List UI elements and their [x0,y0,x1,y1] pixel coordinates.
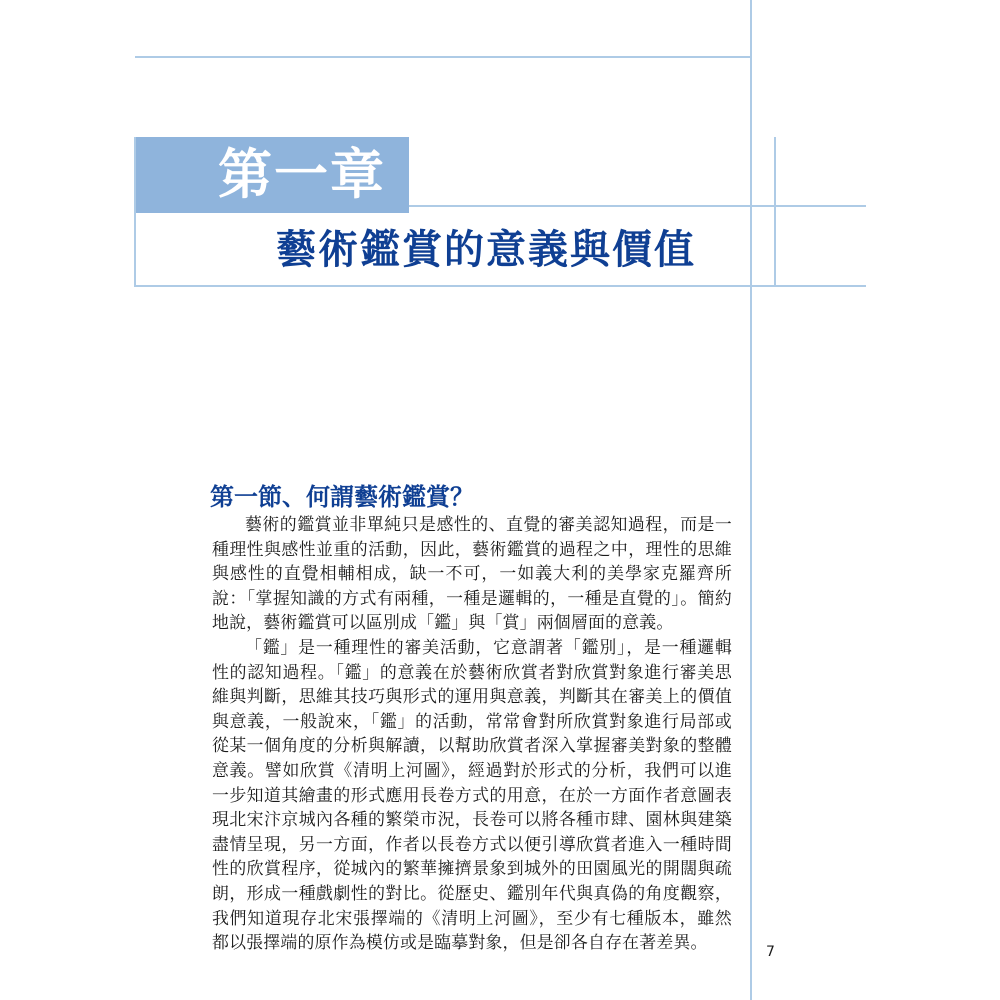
section-heading: 第一節、何謂藝術鑑賞？ [210,483,474,511]
chapter-title: 藝術鑑賞的意義與價值 [276,227,696,273]
mid-horizontal-rule [409,205,866,207]
paragraph-2: 「鑑」是一種理性的審美活動，它意謂著「鑑別」，是一種邏輯性的認知過程。「鑑」的意義在於藝術欣賞者對欣賞對象進行審美思維與判斷，思維其技巧與形式的運用與意義，判斷其在審美上的價值與意義，一般說來，「鑑」的活動，常常會對所欣賞對象進行局部或從某一個角度的分析與解讀，以幫助欣賞者深入掌握審美對象的整體意義。譬如欣賞《清明上河圖》，經過對於形式的分析，我們可以進一步知道其繪畫的形式應用長卷方式的用意，在於一方面作者意圖表現北宋汴京城內各種的繁榮市況，長卷可以將各種市肆、園林與建築盡情呈現，另一方面，作者以長卷方式以便引導欣賞者進入一種時間性的欣賞程序，從城內的繁華擁擠景象到城外的田園風光的開闊與疏朗，形成一種戲劇性的對比。從歷史、鑑別年代與真偽的角度觀察，我們知道現存北宋張擇端的《清明上河圖》，至少有七種版本，雖然都以張擇端的原作為模仿或是臨摹對象，但是卻各自存在著差異。 [212,636,732,953]
chapter-label: 第一章 [218,143,386,206]
margin-vertical-rule [750,0,752,1000]
inner-vertical-rule [774,137,776,287]
bottom-horizontal-rule [135,285,866,287]
body-text [212,512,732,955]
paragraph-1: 藝術的鑑賞並非單純只是感性的、直覺的審美認知過程，而是一種理性與感性並重的活動，因此，藝術鑑賞的過程之中，理性的思維與感性的直覺相輔相成，缺一不可，一如義大利的美學家克羅齊所說：「掌握知識的方式有兩種，一種是邏輯的，一種是直覺的」。簡約地說，藝術鑑賞可以區別成「鑑」與「賞」兩個層面的意義。 [212,514,732,633]
page-number: 7 [766,944,775,960]
top-horizontal-rule [135,56,752,58]
